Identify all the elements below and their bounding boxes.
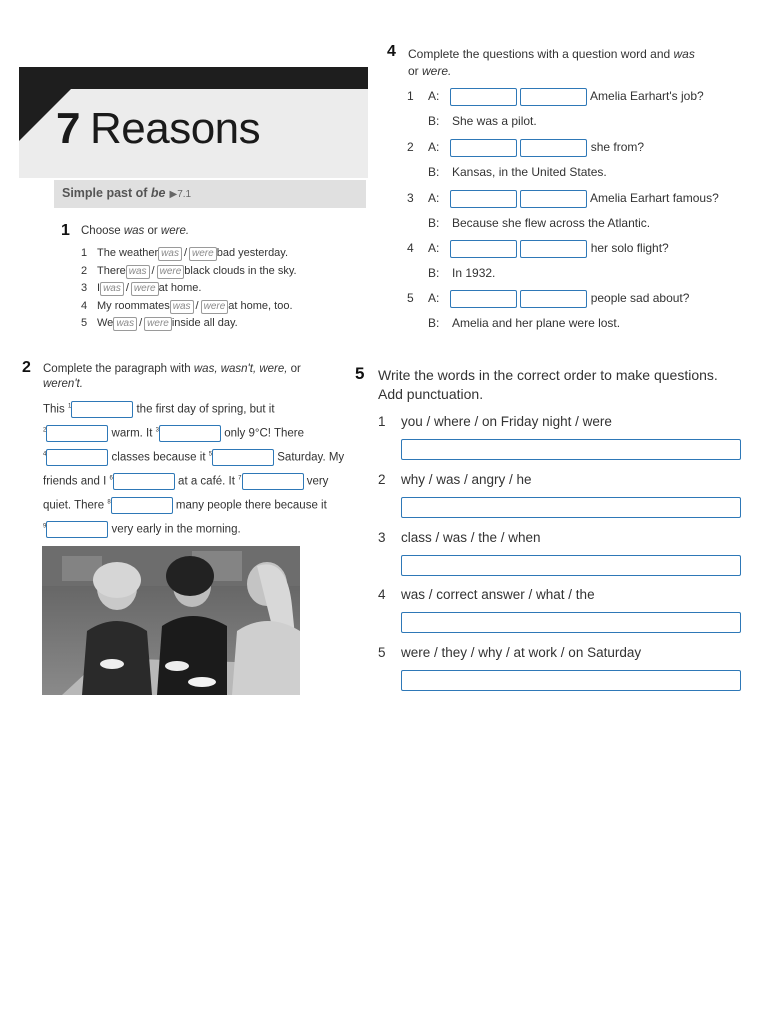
ex5-instruction-line1: Write the words in the correct order to make questions. [378,367,718,383]
item-number: 4 [81,300,88,312]
question-text: Amelia Earhart famous? [590,191,719,206]
blank-number: 7 [238,475,242,482]
ex2-text: warm. It [111,427,153,440]
word-prompt: was / correct answer / what / the [401,587,595,602]
item-number: 5 [407,291,414,306]
ex1-item [81,247,288,261]
speaker-b-label: B: [428,114,440,128]
option-were[interactable]: were [201,300,229,314]
option-were[interactable]: were [189,247,217,261]
item-number: 1 [378,414,386,429]
blank-number: 5 [208,451,213,458]
ex4-answer [428,266,495,280]
ex5-prompt [378,414,612,429]
ex5-prompt [378,472,532,487]
item-suffix: at home, too. [228,300,293,312]
item-number: 5 [81,317,88,329]
answer-text: Amelia and her plane were lost. [452,316,621,330]
question-word-blank[interactable] [450,139,517,157]
ex2-text: at a café. It [178,475,235,488]
item-prefix: There [97,265,126,277]
ex2-blank-4[interactable] [46,449,108,466]
speaker-b-label: B: [428,266,440,280]
question-word-blank[interactable] [450,88,517,106]
item-suffix: bad yesterday. [216,247,289,259]
question-word-blank[interactable] [450,290,517,308]
answer-text: Kansas, in the United States. [452,165,607,179]
item-number: 2 [407,140,414,155]
word-prompt: class / was / the / when [401,530,541,545]
ex2-instr-a: Complete the paragraph with [43,363,194,375]
grammar-label-text: Simple past of [62,186,151,200]
blank-number: 9 [43,523,47,530]
unit-number: 7 [56,104,80,153]
ex4-answer [428,216,650,230]
item-suffix: at home. [158,282,202,294]
speaker-a-label: A: [428,241,440,256]
ex4-instr-b: was [673,47,695,61]
word-prompt: were / they / why / at work / on Saturday [401,645,642,660]
ex4-instruction-line1 [408,47,695,61]
option-was[interactable]: was [100,282,124,296]
ex4-question [407,190,719,208]
unit-title [56,104,260,154]
answer-text: She was a pilot. [452,114,537,128]
blank-number: 4 [43,451,47,458]
item-number: 3 [81,282,88,294]
ex4-question [407,139,644,157]
blank-number: 3 [155,427,159,434]
ex4-answer [428,165,607,179]
cafe-photo-illustration [42,546,300,695]
question-text: Amelia Earhart's job? [590,89,704,104]
ex2-text: very early in the morning. [111,523,241,536]
option-were[interactable]: were [144,317,172,331]
header-bar [19,67,368,89]
speaker-b-label: B: [428,165,440,179]
was-were-blank[interactable] [520,240,587,258]
ex4-number: 4 [387,43,396,60]
ex4-instruction-line2 [408,64,451,78]
ex1-item [81,300,293,314]
item-number: 4 [407,241,414,256]
ex1-number: 1 [61,222,70,239]
ex2-line-3 [43,449,344,466]
grammar-label-em: be [150,186,166,200]
option-separator: / [195,300,199,312]
unit-name: Reasons [89,104,261,153]
item-number: 1 [407,89,414,104]
ex1-instr-d: were. [160,225,190,237]
answer-text: In 1932. [452,266,496,280]
ex2-number: 2 [22,359,31,376]
answer-field[interactable] [401,497,741,518]
speaker-a-label: A: [428,191,440,206]
item-number: 5 [378,645,386,660]
option-were[interactable]: were [131,282,159,296]
item-number: 3 [407,191,414,206]
option-separator: / [125,282,129,294]
option-separator: / [183,247,188,259]
question-text: she from? [590,140,645,155]
ex4-instr-a: Complete the questions with a question word and [408,47,674,61]
ex1-item [81,282,201,296]
ex2-blank-5[interactable] [212,449,274,466]
word-prompt: you / where / on Friday night / were [401,414,612,429]
item-number: 4 [378,587,386,602]
ex2-text: This [43,403,65,416]
ex2-blank-9[interactable] [46,521,108,538]
ex2-line-6 [43,521,241,538]
speaker-a-label: A: [428,89,440,104]
question-word-blank[interactable] [450,240,517,258]
ex2-instr-d: weren't. [43,378,83,390]
ex5-prompt [378,587,595,602]
speaker-b-label: B: [428,216,440,230]
item-prefix: We [97,317,114,329]
ex2-text: friends and I [43,475,107,488]
was-were-blank[interactable] [520,88,587,106]
item-prefix: The weather [97,247,159,259]
was-were-blank[interactable] [520,290,587,308]
ex2-line-5 [43,497,327,514]
option-was[interactable]: was [126,265,150,279]
ex1-instr-b: was [123,225,145,237]
ex1-item [81,317,238,331]
ex4-answer [428,114,537,128]
ex2-blank-6[interactable] [113,473,175,490]
blank-number: 6 [109,475,113,482]
cafe-photo [42,546,300,695]
question-text: people sad about? [590,291,690,306]
was-were-blank[interactable] [520,139,587,157]
ex2-text: classes because it [111,451,206,464]
grammar-label [62,186,191,200]
item-suffix: black clouds in the sky. [184,265,297,277]
speaker-b-label: B: [428,316,440,330]
blank-number: 8 [107,499,111,506]
item-number: 2 [81,265,88,277]
question-text: her solo flight? [590,241,669,256]
was-were-blank[interactable] [520,190,587,208]
ex2-text: quiet. There [43,499,105,512]
ex2-line-1 [43,401,275,418]
ex5-prompt [378,645,641,660]
ex1-instr-a: Choose [81,225,124,237]
item-number: 1 [81,247,88,259]
answer-field[interactable] [401,670,741,691]
ex1-item [81,265,297,279]
grammar-ref-text: 7.1 [177,189,192,200]
option-separator: / [151,265,155,277]
ex2-text: very [306,475,329,488]
blank-number: 2 [43,427,47,434]
grammar-reference[interactable] [170,189,192,200]
ex1-instruction [81,225,189,237]
answer-field[interactable] [401,612,741,633]
ex4-instr-d: were. [422,64,452,78]
question-word-blank[interactable] [450,190,517,208]
word-prompt: why / was / angry / he [401,472,532,487]
option-was[interactable]: was [170,300,194,314]
ex4-question [407,88,704,106]
ex2-text: Saturday. My [277,451,345,464]
ex2-blank-3[interactable] [159,425,221,442]
play-icon: ▶ [169,189,178,200]
ex2-blank-2[interactable] [46,425,108,442]
option-separator: / [139,317,143,329]
answer-field[interactable] [401,439,741,460]
ex2-blank-1[interactable] [71,401,133,418]
ex4-question [407,240,669,258]
ex2-instr-b: was, wasn't, were, [193,363,288,375]
answer-field[interactable] [401,555,741,576]
option-were[interactable]: were [157,265,185,279]
ex4-question [407,290,689,308]
ex2-text: only 9°C! There [224,427,305,440]
ex5-prompt [378,530,541,545]
ex2-line-4 [43,473,328,490]
ex2-blank-7[interactable] [242,473,304,490]
item-number: 3 [378,530,386,545]
ex4-answer [428,316,620,330]
ex2-instruction-line2 [43,378,83,390]
ex2-text: many people there because it [175,499,327,512]
ex4-instr-c: or [408,64,423,78]
item-prefix: I [97,282,101,294]
speaker-a-label: A: [428,291,440,306]
ex1-instr-c: or [144,225,161,237]
ex2-blank-8[interactable] [111,497,173,514]
ex5-number: 5 [355,364,365,383]
speaker-a-label: A: [428,140,440,155]
ex5-instruction-line2: Add punctuation. [378,386,484,402]
ex2-instruction-line1 [43,363,301,375]
answer-text: Because she flew across the Atlantic. [452,216,651,230]
ex2-line-2 [43,425,304,442]
item-number: 2 [378,472,386,487]
blank-number: 1 [67,403,72,410]
ex2-text: the first day of spring, but it [136,403,275,416]
option-was[interactable]: was [113,317,137,331]
option-was[interactable]: was [158,247,182,261]
item-prefix: My roommates [97,300,170,312]
ex2-instr-c: or [287,363,301,375]
item-suffix: inside all day. [171,317,238,329]
